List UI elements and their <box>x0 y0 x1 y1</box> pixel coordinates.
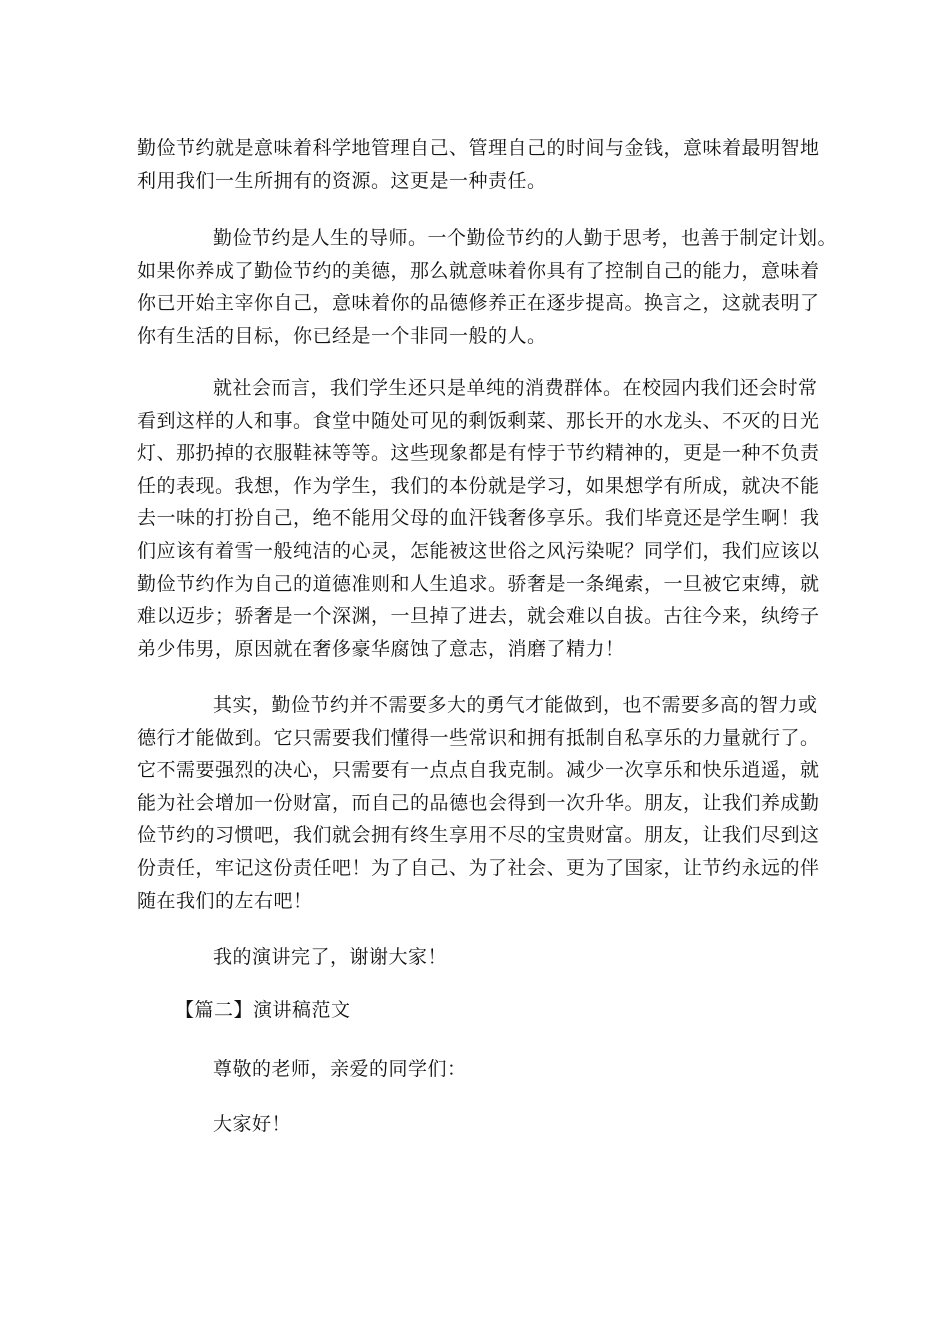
section-heading: 【篇二】演讲稿范文 <box>175 999 351 1021</box>
paragraph-line: 你已开始主宰你自己，意味着你的品德修养正在逐步提高。换言之，这就表明了 <box>137 292 820 315</box>
paragraph-3 <box>137 372 820 665</box>
paragraph-line: 看到这样的人和事。食堂中随处可见的剩饭剩菜、那长开的水龙头、不灭的日光 <box>137 409 820 432</box>
paragraph-line: 德行才能做到。它只需要我们懂得一些常识和拥有抵制自私享乐的力量就行了。 <box>137 726 820 749</box>
paragraph-line: 任的表现。我想，作为学生，我们的本份就是学习，如果想学有所成，就决不能 <box>137 474 820 497</box>
salutation-text: 尊敬的老师，亲爱的同学们： <box>213 1058 467 1080</box>
paragraph-line: 如果你养成了勤俭节约的美德，那么就意味着你具有了控制自己的能力，意味着 <box>137 259 820 282</box>
paragraph-1 <box>137 132 820 197</box>
paragraph-line: 就社会而言，我们学生还只是单纯的消费群体。在校园内我们还会时常 <box>213 377 818 399</box>
closing-text: 我的演讲完了，谢谢大家！ <box>213 946 448 968</box>
paragraph-line: 勤俭节约就是意味着科学地管理自己、管理自己的时间与金钱，意味着最明智地 <box>137 137 820 159</box>
paragraph-line: 俭节约的习惯吧，我们就会拥有终生享用不尽的宝贵财富。朋友，让我们尽到这 <box>137 824 820 847</box>
paragraph-line: 们应该有着雪一般纯洁的心灵，怎能被这世俗之风污染呢？同学们，我们应该以 <box>137 539 820 562</box>
paragraph-line: 它不需要强烈的决心，只需要有一点点自我克制。减少一次享乐和快乐逍遥，就 <box>137 759 820 782</box>
paragraph-line: 能为社会增加一份财富，而自己的品德也会得到一次升华。朋友，让我们养成勤 <box>137 791 820 814</box>
paragraph-line: 难以迈步；骄奢是一个深渊，一旦掉了进去，就会难以自拔。古往今来，纨绔子 <box>137 605 820 628</box>
paragraph-line: 份责任，牢记这份责任吧！为了自己、为了社会、更为了国家，让节约永远的伴 <box>137 856 820 879</box>
paragraph-line: 灯、那扔掉的衣服鞋袜等等。这些现象都是有悖于节约精神的，更是一种不负责 <box>137 442 820 465</box>
paragraph-line: 利用我们一生所拥有的资源。这更是一种责任。 <box>137 169 547 192</box>
paragraph-2 <box>137 222 838 352</box>
paragraph-line: 勤俭节约是人生的导师。一个勤俭节约的人勤于思考，也善于制定计划。 <box>213 227 838 249</box>
greeting-text: 大家好！ <box>213 1113 292 1135</box>
paragraph-line: 弟少伟男，原因就在奢侈豪华腐蚀了意志，消磨了精力！ <box>137 637 625 660</box>
paragraph-line: 其实，勤俭节约并不需要多大的勇气才能做到，也不需要多高的智力或 <box>213 694 818 716</box>
paragraph-line: 随在我们的左右吧！ <box>137 889 313 912</box>
paragraph-4 <box>137 689 820 917</box>
paragraph-line: 勤俭节约作为自己的道德准则和人生追求。骄奢是一条绳索，一旦被它束缚，就 <box>137 572 820 595</box>
paragraph-line: 你有生活的目标，你已经是一个非同一般的人。 <box>137 324 547 347</box>
paragraph-line: 去一味的打扮自己，绝不能用父母的血汗钱奢侈享乐。我们毕竟还是学生啊！我 <box>137 507 820 530</box>
